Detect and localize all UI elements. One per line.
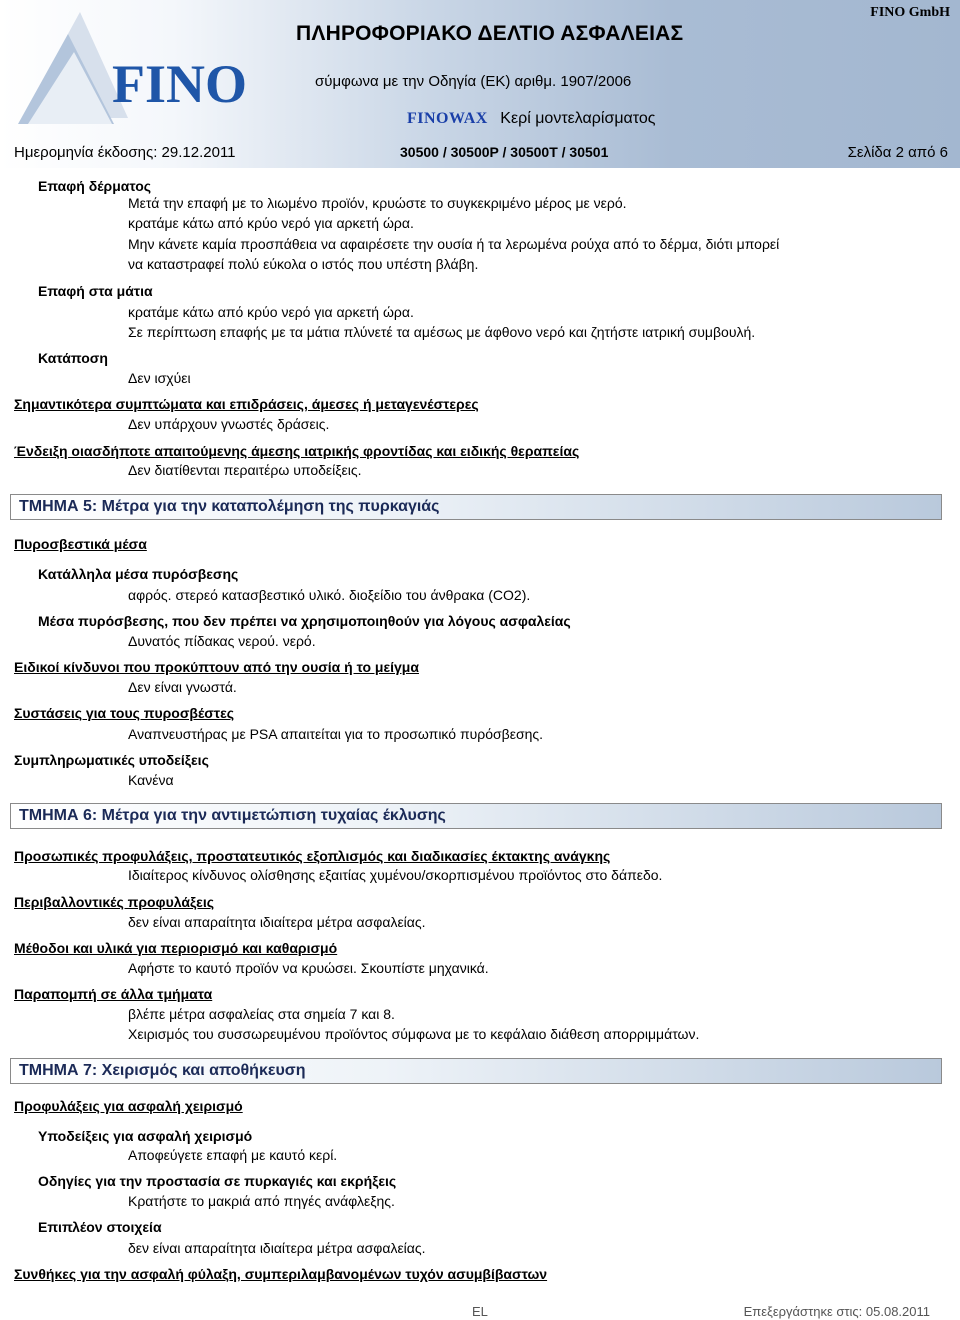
firefighter-advice-heading: Συστάσεις για τους πυροσβέστες	[14, 705, 235, 721]
special-hazards-text: Δεν είναι γνωστά.	[128, 679, 237, 695]
suitable-media-heading: Κατάλληλα μέσα πυρόσβεσης	[38, 566, 239, 582]
eye-contact-text-1: κρατάμε κάτω από κρύο νερό για αρκετή ώρα.	[128, 304, 414, 320]
firefighter-advice-text: Αναπνευστήρας με PSA απαιτείται για το προσωπικό πυρόσβεσης.	[128, 726, 544, 742]
suitable-media-text: αφρός. στερεό κατασβεστικό υλικό. διοξείδιο του άνθρακα (CO2).	[128, 587, 531, 603]
additional-info-heading: Συμπληρωματικές υποδείξεις	[14, 752, 209, 768]
product-line	[407, 110, 655, 128]
fire-protection-text: Κρατήστε το μακριά από πηγές ανάφλεξης.	[128, 1193, 395, 1209]
issue-date: Ημερομηνία έκδοσης: 29.12.2011	[14, 144, 236, 161]
unsuitable-media-heading: Μέσα πυρόσβεσης, που δεν πρέπει να χρησιμοποιηθούν για λόγους ασφαλείας	[38, 613, 571, 629]
product-codes: 30500 / 30500P / 30500T / 30501	[400, 144, 609, 160]
fino-logo	[8, 6, 247, 128]
skin-contact-text-1: Μετά την επαφή με το λιωμένο προϊόν, κρυώστε το συγκεκριμένο μέρος με νερό.	[128, 195, 627, 211]
directive-reference: σύμφωνα με την Οδηγία (ΕΚ) αριθμ. 1907/2006	[315, 73, 632, 90]
fire-protection-heading: Οδηγίες για την προστασία σε πυρκαγιές και εκρήξεις	[38, 1173, 397, 1189]
skin-contact-text-4: να καταστραφεί πολύ εύκολα ο ιστός που υπέστη βλάβη.	[128, 256, 479, 272]
skin-contact-text-2: κρατάμε κάτω από κρύο νερό για αρκετή ώρα.	[128, 215, 414, 231]
medical-attention-text: Δεν διατίθενται περαιτέρω υποδείξεις.	[128, 462, 362, 478]
section-7-title: ΤΜΗΜΑ 7: Χειρισμός και αποθήκευση	[19, 1062, 306, 1079]
personal-precautions-heading: Προσωπικές προφυλάξεις, προστατευτικός εξοπλισμός και διαδικασίες έκτακτης ανάγκης	[14, 848, 611, 864]
safe-handling-heading: Υποδείξεις για ασφαλή χειρισμό	[38, 1128, 253, 1144]
page-number: Σελίδα 2 από 6	[847, 144, 948, 161]
section-5-title: ΤΜΗΜΑ 5: Μέτρα για την καταπολέμηση της πυρκαγιάς	[19, 498, 440, 515]
environmental-precautions-text: δεν είναι απαραίτητα ιδιαίτερα μέτρα ασφαλείας.	[128, 914, 426, 930]
ingestion-text: Δεν ισχύει	[128, 370, 191, 386]
reference-sections-heading: Παραπομπή σε άλλα τμήματα	[14, 986, 213, 1002]
section-6-header	[10, 803, 942, 829]
product-name: Κερί μοντελαρίσματος	[500, 110, 656, 127]
special-hazards-heading: Ειδικοί κίνδυνοι που προκύπτουν από την ουσία ή το μείγμα	[14, 659, 419, 675]
section-5-header	[10, 494, 942, 520]
further-info-heading: Επιπλέον στοιχεία	[38, 1219, 162, 1235]
personal-precautions-text: Ιδιαίτερος κίνδυνος ολίσθησης εξαιτίας χυμένου/σκορπισμένου προϊόντος στο δάπεδο.	[128, 867, 663, 883]
symptoms-text: Δεν υπάρχουν γνωστές δράσεις.	[128, 416, 330, 432]
containment-methods-text: Αφήστε το καυτό προϊόν να κρυώσει. Σκουπίστε μηχανικά.	[128, 960, 489, 976]
company-name: FINO GmbH	[870, 5, 950, 20]
footer-revision-date: Επεξεργάστηκε στις: 05.08.2011	[743, 1304, 930, 1319]
storage-conditions-heading: Συνθήκες για την ασφαλή φύλαξη, συμπεριλαμβανομένων τυχόν ασυμβίβαστων	[14, 1266, 548, 1282]
section-7-header	[10, 1058, 942, 1084]
environmental-precautions-heading: Περιβαλλοντικές προφυλάξεις	[14, 894, 214, 910]
logo-text: FINO	[112, 54, 247, 114]
unsuitable-media-text: Δυνατός πίδακας νερού. νερό.	[128, 633, 316, 649]
document-title: ΠΛΗΡΟΦΟΡΙΑΚΟ ΔΕΛΤΙΟ ΑΣΦΑΛΕΙΑΣ	[296, 22, 684, 45]
section-6-title: ΤΜΗΜΑ 6: Μέτρα για την αντιμετώπιση τυχαίας έκλυσης	[19, 807, 446, 824]
safe-handling-text: Αποφεύγετε επαφή με καυτό κερί.	[128, 1147, 338, 1163]
skin-contact-heading: Επαφή δέρματος	[38, 178, 152, 194]
additional-info-text: Κανένα	[128, 772, 174, 788]
eye-contact-text-2: Σε περίπτωση επαφής με τα μάτια πλύνετέ τα αμέσως με άφθονο νερό και ζητήστε ιατρική συμβουλή.	[128, 324, 756, 340]
eye-contact-heading: Επαφή στα μάτια	[38, 283, 153, 299]
ingestion-heading: Κατάποση	[38, 350, 108, 366]
extinguishing-media-heading: Πυροσβεστικά μέσα	[14, 536, 147, 552]
footer-language: EL	[472, 1304, 488, 1319]
brand-name: FINOWAX	[407, 110, 488, 127]
skin-contact-text-3: Μην κάνετε καμία προσπάθεια να αφαιρέσετε την ουσία ή τα λερωμένα ρούχα από το δέρμα, διότι μπορεί	[128, 236, 780, 252]
further-info-text: δεν είναι απαραίτητα ιδιαίτερα μέτρα ασφαλείας.	[128, 1240, 426, 1256]
reference-sections-text-1: βλέπε μέτρα ασφαλείας στα σημεία 7 και 8.	[128, 1006, 395, 1022]
medical-attention-heading: Ένδειξη οιασδήποτε απαιτούμενης άμεσης ιατρικής φροντίδας και ειδικής θεραπείας	[14, 443, 580, 459]
handling-precautions-heading: Προφυλάξεις για ασφαλή χειρισμό	[14, 1098, 243, 1114]
reference-sections-text-2: Χειρισμός του συσσωρευμένου προϊόντος σύμφωνα με το κεφάλαιο διάθεση απορριμμάτων.	[128, 1026, 700, 1042]
containment-methods-heading: Μέθοδοι και υλικά για περιορισμό και καθαρισμό	[14, 940, 338, 956]
symptoms-heading: Σημαντικότερα συμπτώματα και επιδράσεις, άμεσες ή μεταγενέστερες	[14, 396, 479, 412]
